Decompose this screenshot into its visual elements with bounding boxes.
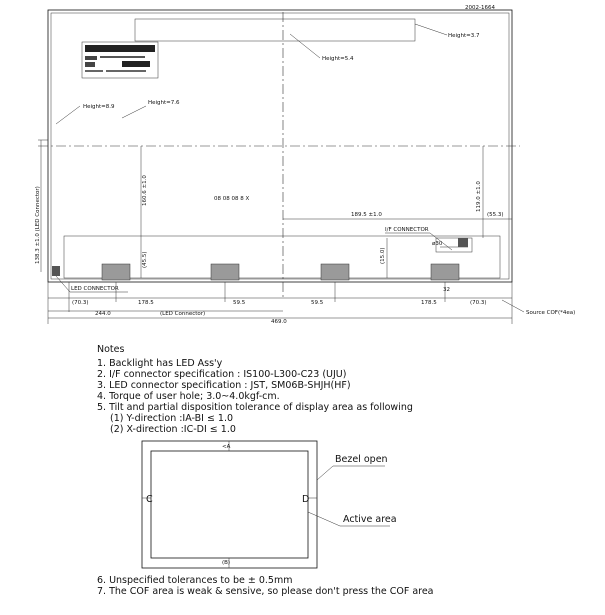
height-label-3-7: Height=3.7 <box>448 33 480 39</box>
dim-189-5: 189.5 ±1.0 <box>351 212 382 218</box>
source-cof-4 <box>431 264 459 280</box>
note-5-2: (2) X-direction :IC-DI ≤ 1.0 <box>110 424 236 435</box>
dim-469-0: 469.0 <box>271 319 287 325</box>
active-area-rect <box>151 451 308 558</box>
dim-32: 32 <box>443 287 450 293</box>
note-5-1: (1) Y-direction :IA-BI ≤ 1.0 <box>110 413 234 424</box>
if-connector-port <box>458 238 468 247</box>
top-label-strip <box>135 19 415 41</box>
note-7: 7. The COF area is weak & sensive, so please don't press the COF area <box>97 586 434 597</box>
dim-119-0: 119.0 ±1.0 <box>476 181 482 212</box>
small-dim-30: ø30 <box>432 241 443 247</box>
dim-178-5-right: 178.5 <box>421 300 437 306</box>
note-2: 2. I/F connector specification : IS100-L300-C23 (UJU) <box>97 369 347 380</box>
led-connector <box>52 266 60 276</box>
dim-178-5-left: 178.5 <box>138 300 154 306</box>
source-cof-2 <box>211 264 239 280</box>
note-1: 1. Backlight has LED Ass'y <box>97 358 223 369</box>
center-mark: 08 08 08 8 X <box>214 196 250 202</box>
note-4: 4. Torque of user hole; 3.0~4.0kgf-cm. <box>97 391 280 402</box>
note-6: 6. Unspecified tolerances to be ± 0.5mm <box>97 575 293 586</box>
source-cof-label: Source COF(*4ea) <box>526 310 576 316</box>
mark-a: <A <box>222 444 231 450</box>
active-area-label: Active area <box>343 514 397 525</box>
if-connector-label: I/F CONNECTOR <box>385 227 429 233</box>
notes-heading: Notes <box>97 344 125 355</box>
dim-59-5-left: 59.5 <box>233 300 246 306</box>
barcode-icon <box>85 45 155 72</box>
bezel-open-label: Bezel open <box>335 454 388 465</box>
part-number: 2002-1664 <box>465 5 495 11</box>
height-label-7-6: Height=7.6 <box>148 100 180 106</box>
dim-45-5: (45.5) <box>142 251 148 268</box>
dim-138-3: 138.3 ±1.0 (LED Connector) <box>35 186 41 264</box>
mark-c: C <box>146 494 153 505</box>
source-cof-1 <box>102 264 130 280</box>
height-label-5-4: Height=5.4 <box>322 56 354 62</box>
dim-70-3-right: (70.3) <box>470 300 487 306</box>
led-connector-label: LED CONNECTOR <box>71 286 119 292</box>
dim-244-0: 244.0 <box>95 311 111 317</box>
dim-70-3-left: (70.3) <box>72 300 89 306</box>
height-label-8-9: Height=8.9 <box>83 104 115 110</box>
dim-160-6: 160.6 ±1.0 <box>142 175 148 206</box>
dim-15-0: (15.0) <box>380 247 386 264</box>
dim-55-3: (55.3) <box>487 212 504 218</box>
dim-led-connector: (LED Connector) <box>160 311 206 317</box>
source-cof-3 <box>321 264 349 280</box>
note-3: 3. LED connector specification : JST, SM06B-SHJH(HF) <box>97 380 351 391</box>
mark-b: (B) <box>222 560 231 566</box>
mark-d: D <box>302 494 310 505</box>
note-5: 5. Tilt and partial disposition tolerance of display area as following <box>97 402 413 413</box>
bezel-open-rect <box>142 441 317 568</box>
dim-59-5-right: 59.5 <box>311 300 324 306</box>
